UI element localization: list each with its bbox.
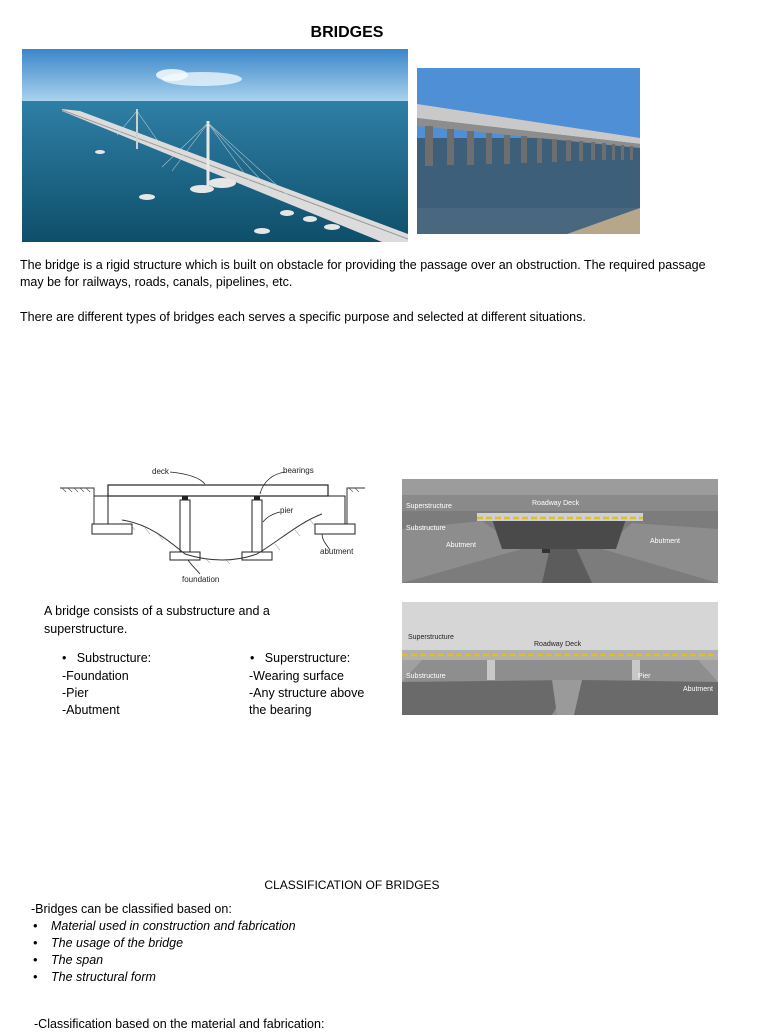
cable-stayed-bridge-photo (22, 49, 408, 242)
photo1-label-abutment-right: Abutment (650, 538, 680, 545)
classification-item: • The structural form (31, 969, 296, 986)
page-title: BRIDGES (310, 24, 384, 41)
substructure-heading-text: Substructure: (76, 651, 152, 665)
superstructure-item: -Any structure above (249, 686, 365, 700)
consists-text: A bridge consists of a substructure and a superstructure. (44, 604, 270, 636)
photo2-label-substructure: Substructure (406, 673, 446, 680)
photo1-label-substructure: Substructure (406, 525, 446, 532)
photo1-label-abutment-left: Abutment (446, 542, 476, 549)
overpass-photo-pier (402, 602, 718, 715)
photo2-label-superstructure: Superstructure (408, 634, 454, 641)
classification-heading: CLASSIFICATION OF BRIDGES (264, 878, 440, 892)
intro-paragraph: The bridge is a rigid structure which is built on obstacle for providing the passage over an obstruction. The required passage may be for railways, roads, canals, pipelines, etc. (20, 258, 706, 289)
superstructure-item: -Wearing surface (249, 669, 344, 683)
superstructure-heading: • Superstructure: (250, 651, 351, 665)
bridge-parts-diagram (60, 462, 365, 590)
diagram-label-abutment: abutment (320, 547, 354, 556)
superstructure-heading-text: Superstructure: (264, 651, 351, 665)
substructure-item: -Abutment (62, 703, 120, 717)
diagram-label-bearings: bearings (283, 466, 314, 475)
photo2-label-roadway-deck: Roadway Deck (534, 641, 582, 648)
classification-item: • The usage of the bridge (31, 935, 296, 952)
photo2-label-abutment: Abutment (683, 686, 713, 693)
classification-item: • The span (31, 952, 296, 969)
classification-list (31, 918, 296, 986)
types-paragraph: There are different types of bridges each serves a specific purpose and selected at different situations. (20, 310, 586, 324)
diagram-label-pier: pier (280, 506, 294, 515)
substructure-heading: • Substructure: (62, 651, 152, 665)
substructure-item: -Pier (62, 686, 89, 700)
classification-lead: -Bridges can be classified based on: (31, 902, 232, 916)
overpass-photo-abutments (402, 479, 718, 583)
superstructure-item: the bearing (249, 703, 312, 717)
photo2-label-pier: Pier (638, 673, 651, 680)
photo1-label-superstructure: Superstructure (406, 503, 452, 510)
classification-next: -Classification based on the material and fabrication: (34, 1017, 325, 1031)
classification-item: • Material used in construction and fabrication (31, 918, 296, 935)
diagram-label-foundation: foundation (182, 575, 220, 584)
photo1-label-roadway-deck: Roadway Deck (532, 500, 580, 507)
diagram-label-deck: deck (152, 467, 169, 476)
substructure-item: -Foundation (62, 669, 129, 683)
girder-bridge-photo (417, 68, 640, 234)
